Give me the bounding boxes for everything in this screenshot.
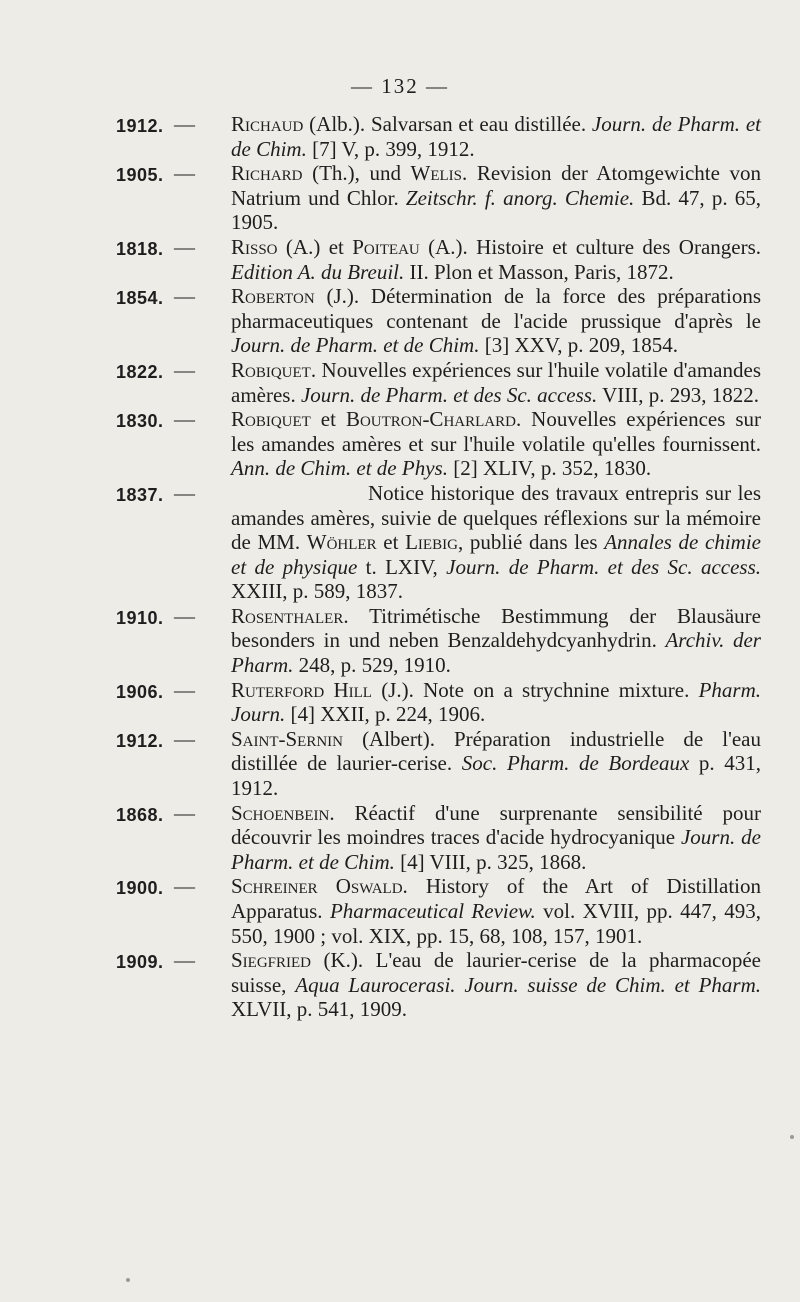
entry-year: 1818. [116,238,164,259]
entry-dash: — [174,407,195,432]
entry-year: 1912. [116,116,164,136]
entry-journal: Ann. de Chim. et de Phys. [231,456,448,481]
entry-author-second-rest: , publié dans les [457,530,605,555]
entry-author-second: Liebig [405,530,458,555]
entry-reference: [4] XXII, p. 224, 1906. [285,702,486,727]
entry-author-rest: (Albert). [343,726,435,751]
entry-title: Nouvelles expériences sur les amandes amères et sur l'huile volatile qu'elles fournissent. [231,407,762,456]
entry-dash: — [174,234,195,259]
entry-text [231,727,761,801]
entry-text [231,161,761,235]
entry-year: 1909. [116,952,164,973]
entry-journal: Annales de chimie et de physique [231,530,762,579]
entry-journal: Journ. de Pharm. et de Chim. [231,333,480,358]
entry-journal: Pharm. Journ. [231,677,762,727]
bibliography-entry [0,358,800,407]
entry-author-rest: . [310,357,317,382]
entry-author: Saint-Sernin [231,726,344,751]
entry-reference: [2] XLIV, p. 352, 1830. [447,456,652,481]
entry-journal: Edition A. du Breuil. [231,259,405,284]
entry-year: 1910. [116,607,164,628]
entry-title: Revision der Atomgewichte von Natrium und Chlor. [231,161,761,210]
bibliography-entry [0,604,800,678]
entry-dash: — [174,677,195,702]
page-number: — 132 — [351,74,449,98]
entry-author-second-rest: (A.). [419,234,468,259]
bibliography-entry [0,112,800,161]
entry-title: Titrimétische Bestimmung der Blausäure besonders in und neben Benzaldehydcyanhydrin. [231,603,761,653]
entry-title: Notice historique des travaux entrepris sur les amandes amères, suivie de quelques réflexions sur la mémoire de MM. [231,480,761,555]
entry-title: Nouvelles expériences sur l'huile volatile d'amandes amères. [231,357,761,407]
entry-author: Roberton [231,284,315,309]
entry-dash: — [174,800,195,825]
entry-author-rest: (K.). [311,948,364,973]
entry-author-second-rest: . [515,407,522,432]
entry-author: Robiquet [231,407,311,432]
entry-reference: vol. XVIII, pp. 447, 493, 550, 1900 ; vol. XIX, pp. 15, 68, 108, 157, 1901. [231,899,761,948]
entry-journal: Zeitschr. f. anorg. Chemie. [405,185,635,210]
entry-year: 1906. [116,681,164,702]
entry-author-second: Boutron-Charlard [345,407,516,432]
entry-author-rest: (J.). [314,284,360,309]
entry-reference: [7] V, p. 399, 1912. [306,136,475,161]
bibliography-list [0,112,800,1022]
entry-author-rest: . [329,800,335,825]
entry-text [231,358,761,407]
entry-text [231,948,761,1022]
entry-author: Risso [231,234,278,259]
entry-title: Histoire et culture des Orangers. [467,234,762,259]
entry-author-second-rest: . [462,161,468,186]
bibliography-entry [0,678,800,727]
bibliography-entry [0,284,800,358]
entry-author: Siegfried [231,948,312,973]
entry-reference: II. Plon et Masson, Paris, 1872. [404,259,674,284]
entry-title: History of the Art of Distillation Apparatus. [231,874,761,923]
bibliography-entry [0,481,800,604]
entry-reference: t. LXIV, [357,554,447,579]
entry-author: Schreiner Oswald [231,874,403,899]
entry-journal: Aqua Laurocerasi. Journ. suisse de Chim. et Pharm. [295,972,761,997]
entry-dash: — [174,480,195,505]
entry-reference: [3] XXV, p. 209, 1854. [479,333,678,358]
entry-text [231,874,761,948]
entry-author-rest: (Alb.). [303,112,366,136]
entry-text [231,801,761,875]
entry-author-second: Welis [410,161,463,186]
paper-speck [126,1278,130,1282]
entry-journal: Journ. de Pharm. et de Chim. [231,825,761,874]
entry-reference: XLVII, p. 541, 1909. [231,997,407,1022]
entry-dash: — [174,726,195,751]
entry-year: 1822. [116,361,164,382]
bibliography-entry [0,801,800,875]
entry-title: Préparation industrielle de l'eau distillée de laurier-cerise. [231,726,761,776]
entry-reference: p. 431, 1912. [231,751,762,801]
entry-reference: Bd. 47, p. 65, 1905. [231,185,761,235]
entry-author: Ruterford Hill [231,677,372,702]
entry-reference-second: XXIII, p. 589, 1837. [231,579,404,604]
entry-author-second: Poiteau [352,234,420,259]
entry-title: L'eau de laurier-cerise de la pharmacopée suisse, [231,948,761,997]
entry-author-rest: et [310,407,346,432]
entry-dash: — [174,161,195,186]
entry-dash: — [174,874,195,899]
entry-year: 1868. [116,804,164,825]
entry-year: 1830. [116,411,164,432]
bibliography-entry [0,407,800,481]
entry-dash: — [174,948,195,973]
entry-author: Richard [231,161,303,186]
entry-journal: Journ. de Pharm. et de Chim. [231,112,761,161]
entry-year: 1912. [116,730,164,751]
entry-journal-second: Journ. de Pharm. et des Sc. access. [446,554,762,579]
entry-text [231,284,761,358]
entry-author: Richaud [231,112,304,136]
entry-title: Note on a strychnine mixture. [413,677,699,702]
entry-reference: [4] VIII, p. 325, 1868. [394,849,587,874]
entry-author-rest: et [376,530,406,555]
bibliography-entry [0,874,800,948]
entry-dash: — [174,357,195,382]
entry-title: Réactif d'une surprenante sensibilité pour découvrir les moindres traces d'acide hydrocyanique [231,800,761,850]
bibliography-entry [0,727,800,801]
entry-dash: — [174,112,195,136]
bibliography-entry [0,235,800,284]
entry-author: Schoenbein [231,800,330,825]
entry-text [231,407,761,481]
bibliography-entry [0,948,800,1022]
entry-text [231,235,761,284]
entry-journal: Soc. Pharm. de Bordeaux [461,751,690,776]
entry-title: Salvarsan et eau distillée. [365,112,592,136]
entry-journal: Journ. de Pharm. et des Sc. access. [300,382,598,407]
entry-author: Rosenthaler [231,603,344,628]
bibliography-entry [0,161,800,235]
entry-author-rest: (A.) et [277,234,353,259]
entry-author-rest: . [402,874,408,899]
entry-author: Robiquet [231,357,311,382]
entry-text [231,481,761,604]
entry-dash: — [174,603,195,628]
entry-reference: 248, p. 529, 1910. [293,653,451,678]
paper-speck [790,1135,794,1139]
entry-text [231,678,761,727]
entry-year: 1900. [116,878,164,899]
entry-year: 1905. [116,165,164,186]
entry-text [231,112,761,161]
entry-author-rest: (J.). [371,677,414,702]
entry-author: Wöhler [306,530,377,555]
entry-author-rest: (Th.), und [302,161,411,186]
entry-journal: Archiv. der Pharm. [231,628,761,678]
entry-author-rest: . [343,603,349,628]
entry-year: 1837. [116,484,164,505]
entry-title: Détermination de la force des préparations pharmaceutiques contenant de l'acide prussique d'après le [231,284,761,333]
entry-reference: VIII, p. 293, 1822. [597,382,759,407]
entry-journal: Pharmaceutical Review. [329,899,536,923]
entry-text [231,604,761,678]
entry-year: 1854. [116,288,164,309]
entry-dash: — [174,284,195,309]
